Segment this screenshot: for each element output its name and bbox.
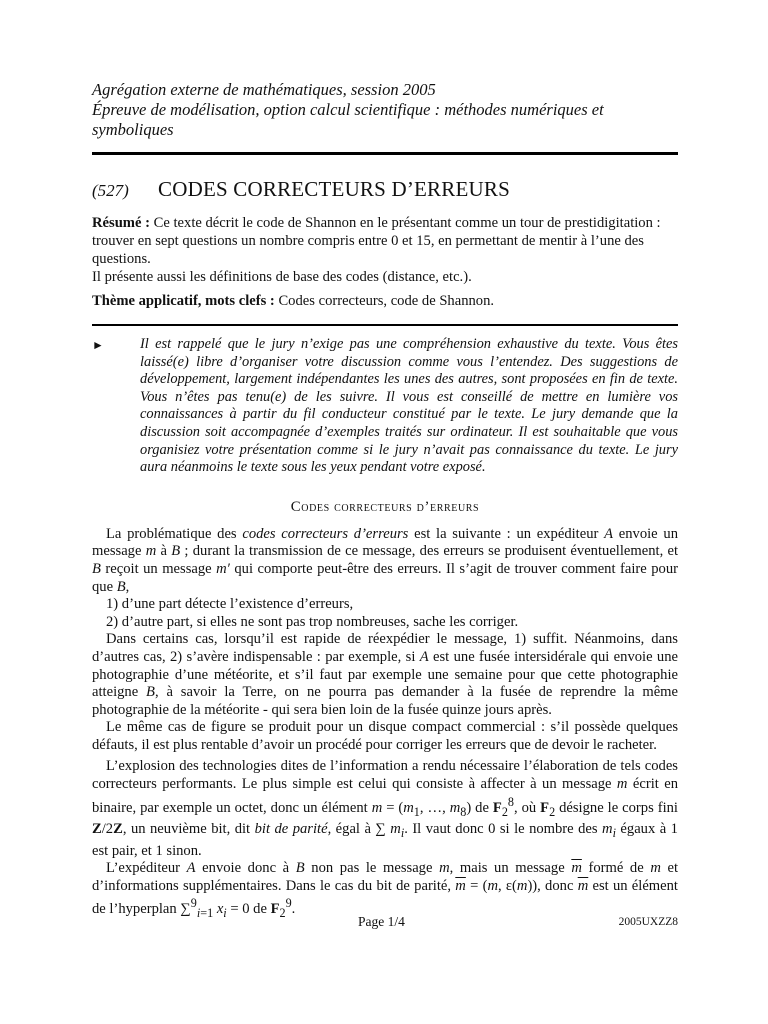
summary-label: Résumé : <box>92 215 150 231</box>
keywords-label: Thème applicatif, mots clefs : <box>92 293 275 309</box>
summary-block <box>92 214 678 286</box>
paragraph-7: L’expéditeur A envoie donc à B non pas le message m, mais un message $\overline{m}$ formé de m et d’informations supplémentaires. Dans le cas du bit de parité, $\overline{m} = (m$, ε(m)), donc $\overline{m}$ est un élément de l’hyperplan ∑$^9_{i=1}$ $x_i = 0$ de $F_2^9$. <box>92 860 679 921</box>
jury-notice <box>92 336 678 477</box>
document-page <box>92 80 678 923</box>
document-title <box>92 177 678 202</box>
paragraph-5: Le même cas de figure se produit pour un disque compact commercial : s’il possède quelques défauts, il est plus rentable d’avoir un procédé pour corriger les erreurs que de devoir le racheter. <box>92 719 678 753</box>
document-code: 2005UXZZ8 <box>618 916 678 928</box>
paragraph-1: La problématique des codes correcteurs d’erreurs est la suivante : un expéditeur A envoie un message m à B ; durant la transmission de ce message, des erreurs se produisent éventuellement, et B reçoit un message m′ qui comporte peut-être des erreurs. Il s’agit de trouver comment faire pour que B, <box>92 525 679 595</box>
paragraph-2: 1) d’une part détecte l’existence d’erreurs, <box>106 596 354 613</box>
paragraph-4: Dans certains cas, lorsqu’il est rapide de réexpédier le message, 1) suffit. Néanmoins, dans d’autres cas, 2) s’avère indispensable : par exemple, si A est une fusée intersidérale qui envoie une photographie d’une météorite, et s’il faut par exemple une semaine pour que cette photographie atteigne B, à savoir la Terre, on ne pourra pas demander à la fusée de reprendre la même photographie de la météorite - qui sera bien loin de la fusée quinze jours après. <box>92 631 678 718</box>
paragraph-6: L’explosion des technologies dites de l’information a rendu nécessaire l’élaboration de tels codes correcteurs performants. Le plus simple est celui qui consiste à affecter à un message m écrit en binaire, par exemple un octet, donc un élément $m = (m_1$, …, $m_8$) de $F_2^8$, où $F_2$ désigne le corps fini Z/2Z, un neuvième bit, dit bit de parité, égal à ∑ $m_i$. Il vaut donc 0 si le nombre des $m_i$ égaux à 1 est pair, et 1 sinon. <box>92 758 678 859</box>
page-number: Page 1/4 <box>358 914 405 929</box>
header-line-1: Agrégation externe de mathématiques, session 2005 <box>92 80 436 99</box>
header-rule <box>92 152 678 155</box>
summary-text-2: Il présente aussi les définitions de base des codes (distance, etc.). <box>92 269 472 285</box>
keywords-text: Codes correcteurs, code de Shannon. <box>278 293 495 309</box>
paragraph-3: 2) d’autre part, si elles ne sont pas trop nombreuses, sache les corriger. <box>106 613 519 630</box>
title-number: (527) <box>92 181 129 200</box>
keywords-block <box>92 292 678 310</box>
body-text <box>92 526 678 923</box>
header-line-2: Épreuve de modélisation, option calcul scientifique : méthodes numériques et <box>92 100 604 119</box>
section-rule <box>92 324 678 326</box>
title-text: CODES CORRECTEURS D’ERREURS <box>158 177 510 201</box>
triangle-bullet-icon: ► <box>92 338 104 352</box>
section-title: Codes correcteurs d’erreurs <box>290 498 480 515</box>
exam-header <box>92 80 678 140</box>
notice-text: Il est rappelé que le jury n’exige pas une compréhension exhaustive du texte. Vous êtes laissé(e) libre d’organiser votre discussion comme vous l’entendez. Des suggestions de développement, largement indépendantes les unes des autres, sont proposées en fin de texte. Vous n’êtes pas tenu(e) de les suivre. Il vous est conseillé de mettre en lumière vos connaissances à partir du fil conducteur constitué par le texte. Le jury demande que la discussion soit accompagnée d’exemples traités sur ordinateur. Il est souhaitable que vous organisiez votre présentation comme si le jury n’avait pas connaissance du texte. Le jury aura néanmoins le texte sous les yeux pendant votre exposé. <box>140 336 678 476</box>
header-line-3: symboliques <box>92 120 174 139</box>
summary-text: Ce texte décrit le code de Shannon en le présentant comme un tour de prestidigitation : trouver en sept questions un nombre compris entre 0 et 15, en permettant de mentir à l’une des questions. <box>92 215 661 267</box>
